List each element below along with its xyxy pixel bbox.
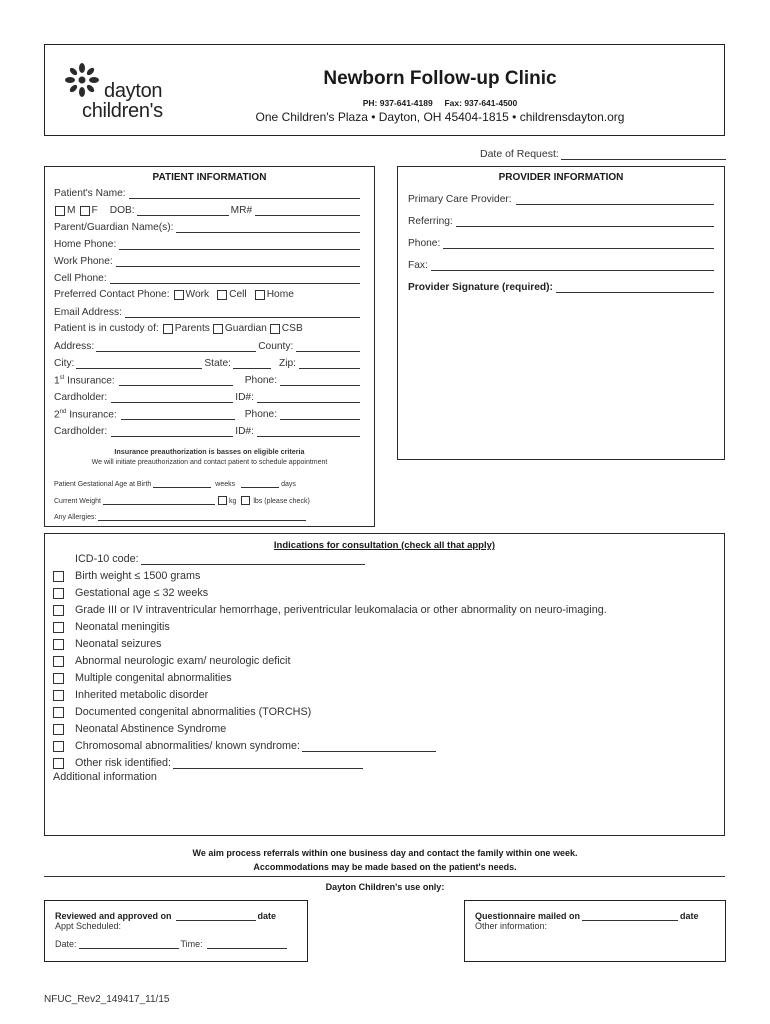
city-state-zip-row: [54, 357, 360, 369]
checkbox-icon[interactable]: [174, 290, 184, 300]
indication-label: Chromosomal abnormalities/ known syndrome:: [75, 740, 301, 752]
custody-csb-label: CSB: [281, 323, 303, 334]
gestational-age-label: Patient Gestational Age at Birth: [54, 481, 152, 488]
kg-label: kg: [228, 498, 237, 505]
logo-text-childrens: children's: [82, 100, 163, 122]
questionnaire-date-label: date: [680, 911, 699, 921]
checkbox-icon[interactable]: [217, 290, 227, 300]
questionnaire-box: [464, 900, 726, 962]
provider-phone-field[interactable]: [408, 237, 714, 249]
checkbox-icon[interactable]: [53, 639, 64, 650]
cardholder1-line[interactable]: [111, 391, 233, 403]
questionnaire-date-line[interactable]: [582, 909, 678, 921]
address-label: Address:: [54, 341, 95, 352]
current-weight-line[interactable]: [103, 493, 215, 505]
address-line[interactable]: [96, 340, 256, 352]
indication-item[interactable]: [53, 621, 170, 633]
checkbox-icon[interactable]: [218, 496, 227, 505]
sex-m-label: M: [67, 205, 76, 216]
cardholder2-row: [54, 425, 360, 437]
address-row: [54, 340, 360, 352]
indication-item[interactable]: [53, 655, 290, 667]
appt-date-label: Date:: [55, 939, 77, 949]
indication-label: Birth weight ≤ 1500 grams: [75, 570, 201, 582]
indication-label: Neonatal Abstinence Syndrome: [75, 723, 227, 735]
provider-phone-label: Phone:: [408, 238, 441, 249]
pref-work-label: Work: [185, 289, 210, 300]
preferred-contact-label: Preferred Contact Phone:: [54, 289, 170, 300]
date-of-request-line[interactable]: [561, 148, 726, 160]
date-of-request-field[interactable]: [480, 148, 726, 160]
indication-label: Gestational age ≤ 32 weeks: [75, 587, 209, 599]
divider: [44, 876, 725, 877]
provider-fax-field[interactable]: [408, 259, 714, 271]
processing-note: We aim process referrals within one business day and contact the family within one week.: [192, 848, 578, 858]
work-phone-field[interactable]: [54, 255, 360, 267]
indication-item[interactable]: [53, 604, 607, 616]
home-phone-label: Home Phone:: [54, 239, 117, 250]
county-label: County:: [258, 341, 294, 352]
insurance2-line[interactable]: [121, 408, 235, 420]
home-phone-field[interactable]: [54, 238, 360, 250]
provider-signature-label: Provider Signature (required):: [408, 282, 553, 293]
id1-line[interactable]: [257, 391, 360, 403]
pref-cell-label: Cell: [229, 289, 247, 300]
reviewed-date-line[interactable]: [176, 909, 256, 921]
patient-name-field[interactable]: [54, 187, 360, 199]
indication-label: Multiple congenital abnormalities: [75, 672, 232, 684]
checkbox-icon[interactable]: [241, 496, 250, 505]
pcp-label: Primary Care Provider:: [408, 194, 512, 205]
indication-item[interactable]: [53, 757, 365, 769]
weeks-label: weeks: [215, 481, 236, 488]
custody-row: [54, 323, 360, 334]
questionnaire-mailed-row[interactable]: [475, 909, 717, 921]
indication-item[interactable]: [53, 638, 161, 650]
provider-phone-line[interactable]: [443, 237, 714, 249]
pinwheel-logo-icon: [64, 62, 100, 98]
provider-signature-field[interactable]: [408, 281, 714, 293]
patient-information-title: PATIENT INFORMATION: [152, 172, 267, 183]
sex-dob-mr-row: [54, 204, 360, 216]
current-weight-row: [54, 493, 364, 505]
checkbox-icon[interactable]: [255, 290, 265, 300]
custody-parents-label: Parents: [174, 323, 210, 334]
checkbox-icon[interactable]: [53, 741, 64, 752]
checkbox-icon[interactable]: [55, 206, 65, 216]
other-risk-line[interactable]: [173, 757, 363, 769]
indications-title: Indications for consultation (check all that apply): [273, 540, 496, 551]
work-phone-line[interactable]: [116, 255, 360, 267]
checkbox-icon[interactable]: [53, 588, 64, 599]
logo-text-dayton: dayton: [104, 80, 163, 102]
patient-name-line[interactable]: [129, 187, 360, 199]
cardholder1-label: Cardholder:: [54, 392, 108, 403]
indication-item[interactable]: [53, 570, 200, 582]
indication-label: Other risk identified:: [75, 757, 172, 769]
pref-home-label: Home: [266, 289, 294, 300]
indication-item[interactable]: [53, 672, 232, 684]
indication-item[interactable]: [53, 723, 226, 735]
guardian-field[interactable]: [54, 221, 360, 233]
id2-label: ID#:: [235, 426, 254, 437]
logo: [64, 62, 194, 126]
preauth-note-text: We will initiate preauthorization and contact patient to schedule appointment: [91, 459, 328, 466]
insurance1-label: 1st Insurance:: [54, 374, 115, 386]
provider-information-title: PROVIDER INFORMATION: [498, 172, 624, 183]
county-line[interactable]: [296, 340, 360, 352]
zip-label: Zip:: [279, 358, 296, 369]
allergies-line[interactable]: [98, 509, 306, 521]
indication-item[interactable]: [53, 689, 208, 701]
icd10-label: ICD-10 code:: [75, 553, 139, 565]
mr-label: MR#: [230, 205, 253, 216]
checkbox-icon[interactable]: [53, 690, 64, 701]
insurance2-phone-line[interactable]: [280, 408, 360, 420]
id1-label: ID#:: [235, 392, 254, 403]
chromosomal-line[interactable]: [302, 740, 436, 752]
reviewed-approved-box: [44, 900, 308, 962]
use-only-heading: Dayton Children's use only:: [325, 882, 445, 892]
provider-signature-line[interactable]: [556, 281, 714, 293]
current-weight-label: Current Weight: [54, 498, 101, 505]
patient-name-label: Patient's Name:: [54, 188, 126, 199]
cell-phone-field[interactable]: [54, 272, 360, 284]
email-line[interactable]: [125, 306, 360, 318]
city-line[interactable]: [76, 357, 202, 369]
pcp-field[interactable]: [408, 193, 714, 205]
city-label: City:: [54, 358, 75, 369]
home-phone-line[interactable]: [119, 238, 360, 250]
cell-phone-label: Cell Phone:: [54, 273, 107, 284]
referring-line[interactable]: [456, 215, 714, 227]
checkbox-icon[interactable]: [213, 324, 223, 334]
appt-time-line[interactable]: [207, 937, 287, 949]
accommodations-note: Accommodations may be made based on the patient's needs.: [253, 862, 517, 872]
provider-fax-label: Fax:: [408, 260, 428, 271]
referring-field[interactable]: [408, 215, 714, 227]
form-code: NFUC_Rev2_149417_11/15: [44, 994, 170, 1005]
checkbox-icon[interactable]: [53, 656, 64, 667]
email-field[interactable]: [54, 306, 360, 318]
reviewed-approved-row[interactable]: [55, 909, 299, 921]
dob-line[interactable]: [137, 204, 229, 216]
insurance1-phone-line[interactable]: [280, 374, 360, 386]
email-label: Email Address:: [54, 307, 122, 318]
insurance1-line[interactable]: [119, 374, 233, 386]
mr-line[interactable]: [255, 204, 360, 216]
guardian-line[interactable]: [176, 221, 360, 233]
id2-line[interactable]: [257, 425, 360, 437]
provider-fax-line[interactable]: [431, 259, 714, 271]
clinic-contact: PH: 937-641-4189 Fax: 937-641-4500: [362, 98, 518, 108]
patient-information-box: [44, 166, 375, 527]
indications-box: [44, 533, 725, 836]
days-label: days: [281, 481, 296, 488]
questionnaire-mailed-label: Questionnaire mailed on: [475, 911, 581, 921]
clinic-title: Newborn Follow-up Clinic: [323, 68, 557, 89]
zip-line[interactable]: [299, 357, 360, 369]
indication-label: Grade III or IV intraventricular hemorrhage, periventricular leukomalacia or other abnormality on neuro-imaging.: [75, 604, 607, 616]
preauth-criteria-text: Insurance preauthorization is basses on eligible criteria: [114, 447, 305, 456]
checkbox-icon[interactable]: [270, 324, 280, 334]
clinic-address: One Children's Plaza • Dayton, OH 45404-1815 • childrensdayton.org: [255, 110, 625, 124]
allergies-row: [54, 509, 364, 521]
referring-label: Referring:: [408, 216, 453, 227]
icd10-field[interactable]: [75, 553, 367, 565]
other-information-label: Other information:: [475, 921, 548, 931]
checkbox-icon[interactable]: [163, 324, 173, 334]
checkbox-icon[interactable]: [53, 758, 64, 769]
indication-item[interactable]: [53, 706, 311, 718]
insurance1-phone-label: Phone:: [244, 375, 278, 386]
cardholder2-label: Cardholder:: [54, 426, 108, 437]
reviewed-date-label: date: [257, 911, 277, 921]
indication-label: Neonatal meningitis: [75, 621, 170, 633]
guardian-label: Parent/Guardian Name(s):: [54, 222, 174, 233]
date-of-request-label: Date of Request:: [480, 148, 559, 160]
provider-information-box: [397, 166, 725, 460]
cardholder1-row: [54, 391, 360, 403]
checkbox-icon[interactable]: [53, 571, 64, 582]
icd10-line[interactable]: [141, 553, 365, 565]
gestational-days-line[interactable]: [241, 476, 279, 488]
additional-information-label: Additional information: [53, 771, 157, 783]
checkbox-icon[interactable]: [53, 673, 64, 684]
cardholder2-line[interactable]: [111, 425, 233, 437]
indication-item[interactable]: [53, 587, 208, 599]
pcp-line[interactable]: [516, 193, 714, 205]
sex-f-label: F: [91, 205, 98, 216]
appt-date-line[interactable]: [79, 937, 179, 949]
insurance2-row: [54, 408, 360, 420]
appt-scheduled-label: Appt Scheduled:: [55, 921, 122, 931]
indication-item[interactable]: [53, 740, 438, 752]
cell-phone-line[interactable]: [110, 272, 360, 284]
insurance2-label: 2nd Insurance:: [54, 408, 117, 420]
checkbox-icon[interactable]: [53, 605, 64, 616]
appt-time-label: Time:: [180, 939, 203, 949]
custody-label: Patient is in custody of:: [54, 323, 159, 334]
checkbox-icon[interactable]: [53, 707, 64, 718]
preferred-contact-row: [54, 289, 360, 300]
state-line[interactable]: [233, 357, 271, 369]
indication-label: Inherited metabolic disorder: [75, 689, 209, 701]
lbs-label: lbs (please check): [253, 498, 310, 505]
indication-label: Abnormal neurologic exam/ neurologic deficit: [75, 655, 291, 667]
state-label: State:: [204, 358, 231, 369]
gestational-age-row: [54, 476, 364, 488]
custody-guardian-label: Guardian: [224, 323, 267, 334]
checkbox-icon[interactable]: [53, 724, 64, 735]
work-phone-label: Work Phone:: [54, 256, 113, 267]
checkbox-icon[interactable]: [53, 622, 64, 633]
indication-label: Neonatal seizures: [75, 638, 162, 650]
reviewed-approved-label: Reviewed and approved on: [55, 911, 172, 921]
dob-label: DOB:: [109, 205, 135, 216]
allergies-label: Any Allergies:: [54, 514, 97, 521]
indication-label: Documented congenital abnormalities (TORCHS): [75, 706, 312, 718]
gestational-weeks-line[interactable]: [153, 476, 211, 488]
insurance1-row: [54, 374, 360, 386]
date-time-row: [55, 937, 299, 949]
insurance2-phone-label: Phone:: [244, 409, 278, 420]
checkbox-icon[interactable]: [80, 206, 90, 216]
